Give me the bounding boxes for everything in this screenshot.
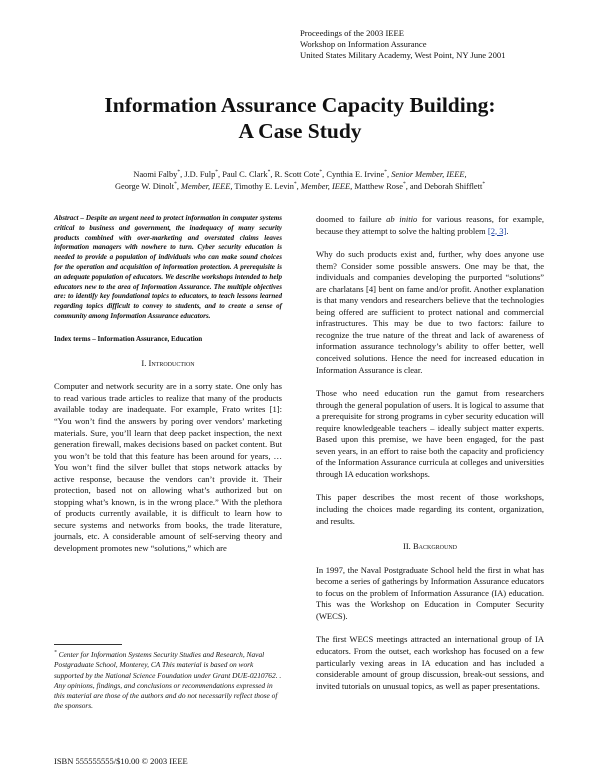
author-role: Senior Member, IEEE, bbox=[391, 170, 467, 179]
header-line-2: Workshop on Information Assurance bbox=[300, 39, 427, 49]
footnote-rule bbox=[54, 644, 122, 645]
text-run: doomed to failure bbox=[316, 214, 387, 224]
affiliation-mark: * bbox=[215, 169, 219, 176]
author-name: Paul C. Clark bbox=[222, 170, 268, 179]
section-title: Introduction bbox=[148, 357, 195, 368]
affiliation-mark: * bbox=[319, 169, 323, 176]
intro-paragraph-continued bbox=[316, 214, 544, 237]
header-line-1: Proceedings of the 2003 IEEE bbox=[300, 28, 405, 38]
abstract: Abstract – Despite an urgent need to protect information in computer systems critical to business and government, the inadequacy of many security products combined with over-marketing and overstated claims leaves information managers with nowhere to turn. Cyber security education is needed to provide a population of individuals who can make sound choices for the operation and acquisition of information protection. A prerequisite is an adequate population of educators. We describe workshops intended to help educators new to the area of Information Assurance. The multiple objectives are: to identify key foundational topics to educators, to teach lessons learned regarding topics difficult to convey to students, and to create a sense of community among Information Assurance educators. bbox=[54, 214, 282, 320]
paper-title bbox=[0, 92, 600, 144]
author-list bbox=[40, 169, 560, 193]
author-name: J.D. Fulp bbox=[184, 170, 216, 179]
section-heading-background bbox=[316, 541, 544, 553]
affiliation-mark: * bbox=[402, 181, 406, 188]
intro-paragraph-3: Those who need education run the gamut from researchers through the general population of users. It is logical to assume that a prerequisite for strong programs in cyber security education will require knowledgeable teachers – ideally subject matter experts. Based upon this premise, we have been engaged, for the past seven years, in an effort to raise both the capacity and proficiency of the Information Assurance curricula at colleges and universities through IA education workshops. bbox=[316, 388, 544, 479]
footnote-text: Center for Information Systems Security Studies and Research, Naval Postgraduate School, Monterey, CA This material is based on work supported by the National Science Foundation under Grant DUE-0210762. . Any opinions, findings, and conclusions or recommendations expressed in this material are those of the authors and do not necessarily reflect those of the sponsors. bbox=[54, 650, 282, 711]
title-line-2: A Case Study bbox=[238, 119, 362, 143]
author-name: and Deborah Shifflett bbox=[409, 182, 483, 191]
title-line-1: Information Assurance Capacity Building: bbox=[104, 93, 496, 117]
section-heading-introduction bbox=[54, 358, 282, 370]
author-line-1: Naomi Falby*, J.D. Fulp*, Paul C. Clark*, R. Scott Cote*, Cynthia E. Irvine*, Senior Member, IEEE, bbox=[133, 169, 467, 179]
author-name: Timothy E. Levin bbox=[234, 182, 294, 191]
author-name: George W. Dinolt bbox=[114, 182, 175, 191]
author-role: Member, IEEE, bbox=[181, 182, 233, 191]
author-line-2: George W. Dinolt*, Member, IEEE, Timothy E. Levin*, Member, IEEE, Matthew Rose*, and Deborah Shifflett* bbox=[114, 181, 486, 191]
header-line-3: United States Military Academy, West Point, NY June 2001 bbox=[300, 50, 506, 60]
author-role: Member, IEEE, bbox=[300, 182, 353, 191]
footnote-mark: * bbox=[54, 649, 57, 656]
latin-phrase: ab initio bbox=[386, 214, 418, 224]
affiliation-mark: * bbox=[177, 169, 181, 176]
text-run: for various reasons, for example, because they attempt to solve the halting problem bbox=[316, 214, 544, 236]
intro-paragraph-4: This paper describes the most recent of those workshops, including the choices made regarding its content, organization, and results. bbox=[316, 492, 544, 526]
author-name: Cynthia E. Irvine bbox=[326, 170, 385, 179]
citation-link[interactable]: [2, 3] bbox=[487, 225, 507, 236]
text-run: . bbox=[506, 225, 509, 236]
intro-paragraph-1: Computer and network security are in a sorry state. One only has to read various trade articles to realize that many of the products available today are inadequate. For example, Frato writes [1]: “You won’t find the answers by poring over vendors’ marketing materials. Sure, you’ll learn that deep packet inspection, the next generation firewall, makes decisions based on packet content. But you won’t be told that this feature has been around for years, … You won’t find the silver bullet that stops network attacks by active response, because the vendors can’t provide it. Their protection, based not on allowing what’s authorized but on stopping what’s known, is in the wrong place.” With the plethora of products currently available, it is difficult to learn how to secure systems and networks from books, the trade literature, journals, etc. A considerable amount of self-serving theory and development promotes new “solutions,” which are bbox=[54, 381, 282, 553]
section-number: I. bbox=[141, 357, 147, 368]
index-terms: Index terms – Information Assurance, Education bbox=[54, 334, 203, 343]
author-name: R. Scott Cote bbox=[274, 170, 320, 179]
left-column bbox=[54, 214, 282, 567]
affiliation-mark: * bbox=[384, 169, 388, 176]
affiliation-mark: * bbox=[267, 169, 271, 176]
right-column bbox=[316, 214, 544, 704]
affiliation-footnote bbox=[54, 650, 282, 712]
author-name: Naomi Falby bbox=[133, 170, 178, 179]
section-number: II. bbox=[402, 541, 411, 552]
affiliation-mark: * bbox=[174, 181, 177, 188]
background-paragraph-2: The first WECS meetings attracted an international group of IA educators. From the outset, each workshop has focused on a few particularly vexing areas in IA education and has included a considerable amount of group discussion, break-out sessions, and invited tutorials on unusual topics, as well as paper presentations. bbox=[316, 634, 544, 691]
proceedings-header bbox=[300, 28, 505, 61]
author-name: Matthew Rose bbox=[354, 182, 403, 191]
affiliation-mark: * bbox=[293, 181, 297, 188]
intro-paragraph-2: Why do such products exist and, further, why does anyone use them? Consider some possible answers. One may be that, the individuals and companies developing the purported “solutions” are charlatans [4] bent on fame and/or profit. Another explanation is that many vendors and researchers believe that the technologies being offered are sufficient to protect national and commercial infrastructures. This may be due to two factors: failure to recognize the true nature of the threat and lack of awareness of information assurance technology’s ability to offer better, well conceived solutions. Hence the need for increased education in Information Assurance is clear. bbox=[316, 249, 544, 375]
background-paragraph-1: In 1997, the Naval Postgraduate School held the first in what has become a series of gatherings by Information Assurance educators to focus on the problem of Information Assurance (IA) education. This was the Workshop on Education in Computer Security (WECS). bbox=[316, 564, 544, 621]
section-title: Background bbox=[412, 541, 458, 552]
affiliation-mark: * bbox=[482, 181, 486, 188]
isbn-line: ISBN 555555555/$10.00 © 2003 IEEE bbox=[54, 756, 188, 766]
